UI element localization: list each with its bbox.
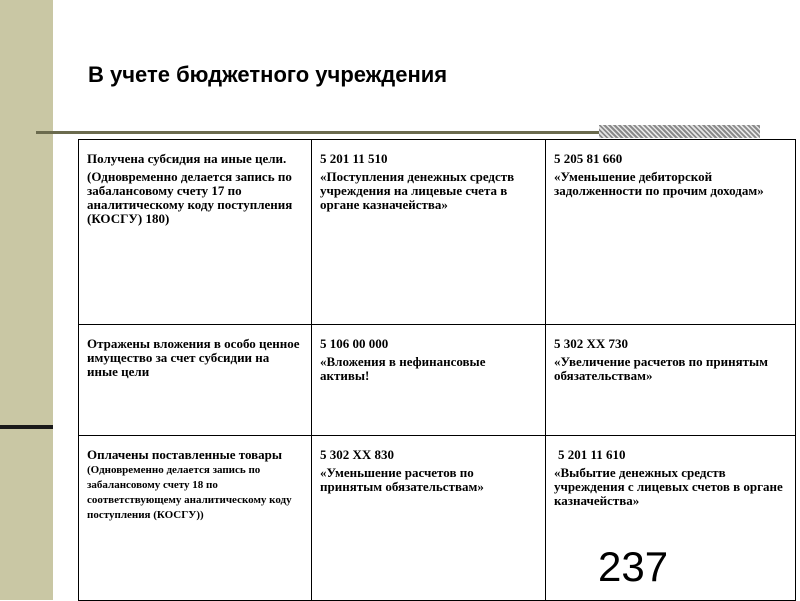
table-row [79,325,796,436]
title-divider-pattern [599,125,760,138]
debit-account-code: 5 302 ХХ 830 [320,447,395,462]
operation-description-block [87,448,303,522]
operation-description-cell [79,140,312,325]
operation-description-text: Отражены вложения в особо ценное имущество за счет субсидии на иные цели [87,336,300,379]
debit-account-cell [312,436,546,601]
table-row [79,436,796,601]
debit-account-cell [312,140,546,325]
operation-note-text: (Одновременно делается запись по забалансовому счету 17 по аналитическому коду поступления (КОСГУ) 180) [87,169,293,226]
accounting-entries-table [78,139,796,601]
debit-account-name: «Поступления денежных средств учреждения на лицевые счета в органе казначейства» [320,169,515,212]
credit-account-cell [546,325,796,436]
operation-description-text: Оплачены поставленные товары [87,447,283,462]
credit-account-code: 5 302 ХХ 730 [554,336,629,351]
credit-account-cell [546,436,796,601]
page-number: 237 [598,543,669,590]
credit-account-name: «Уменьшение дебиторской задолженности по прочим доходам» [554,169,764,198]
left-decorative-band [0,0,53,600]
operation-description-cell [79,436,312,601]
operation-note-text: (Одновременно делается запись по забалансовому счету 18 по соответствующему аналитическому коду поступления (КОСГУ)) [87,464,292,521]
credit-account-code: 5 201 11 610 [558,447,626,462]
credit-account-name: «Выбытие денежных средств учреждения с лицевых счетов в органе казначейства» [554,465,783,508]
debit-account-code: 5 201 11 510 [320,151,388,166]
debit-account-code: 5 106 00 000 [320,336,389,351]
table-row [79,140,796,325]
left-band-accent-bar [0,425,53,429]
operation-description-cell [79,325,312,436]
debit-account-cell [312,325,546,436]
debit-account-name: «Уменьшение расчетов по принятым обязательствам» [320,465,484,494]
debit-account-name: «Вложения в нефинансовые активы! [320,354,486,383]
slide-title: В учете бюджетного учреждения [88,62,448,87]
credit-account-cell [546,140,796,325]
credit-account-name: «Увеличение расчетов по принятым обязательствам» [554,354,769,383]
credit-account-code: 5 205 81 660 [554,151,623,166]
operation-description-text: Получена субсидия на иные цели. [87,151,287,166]
